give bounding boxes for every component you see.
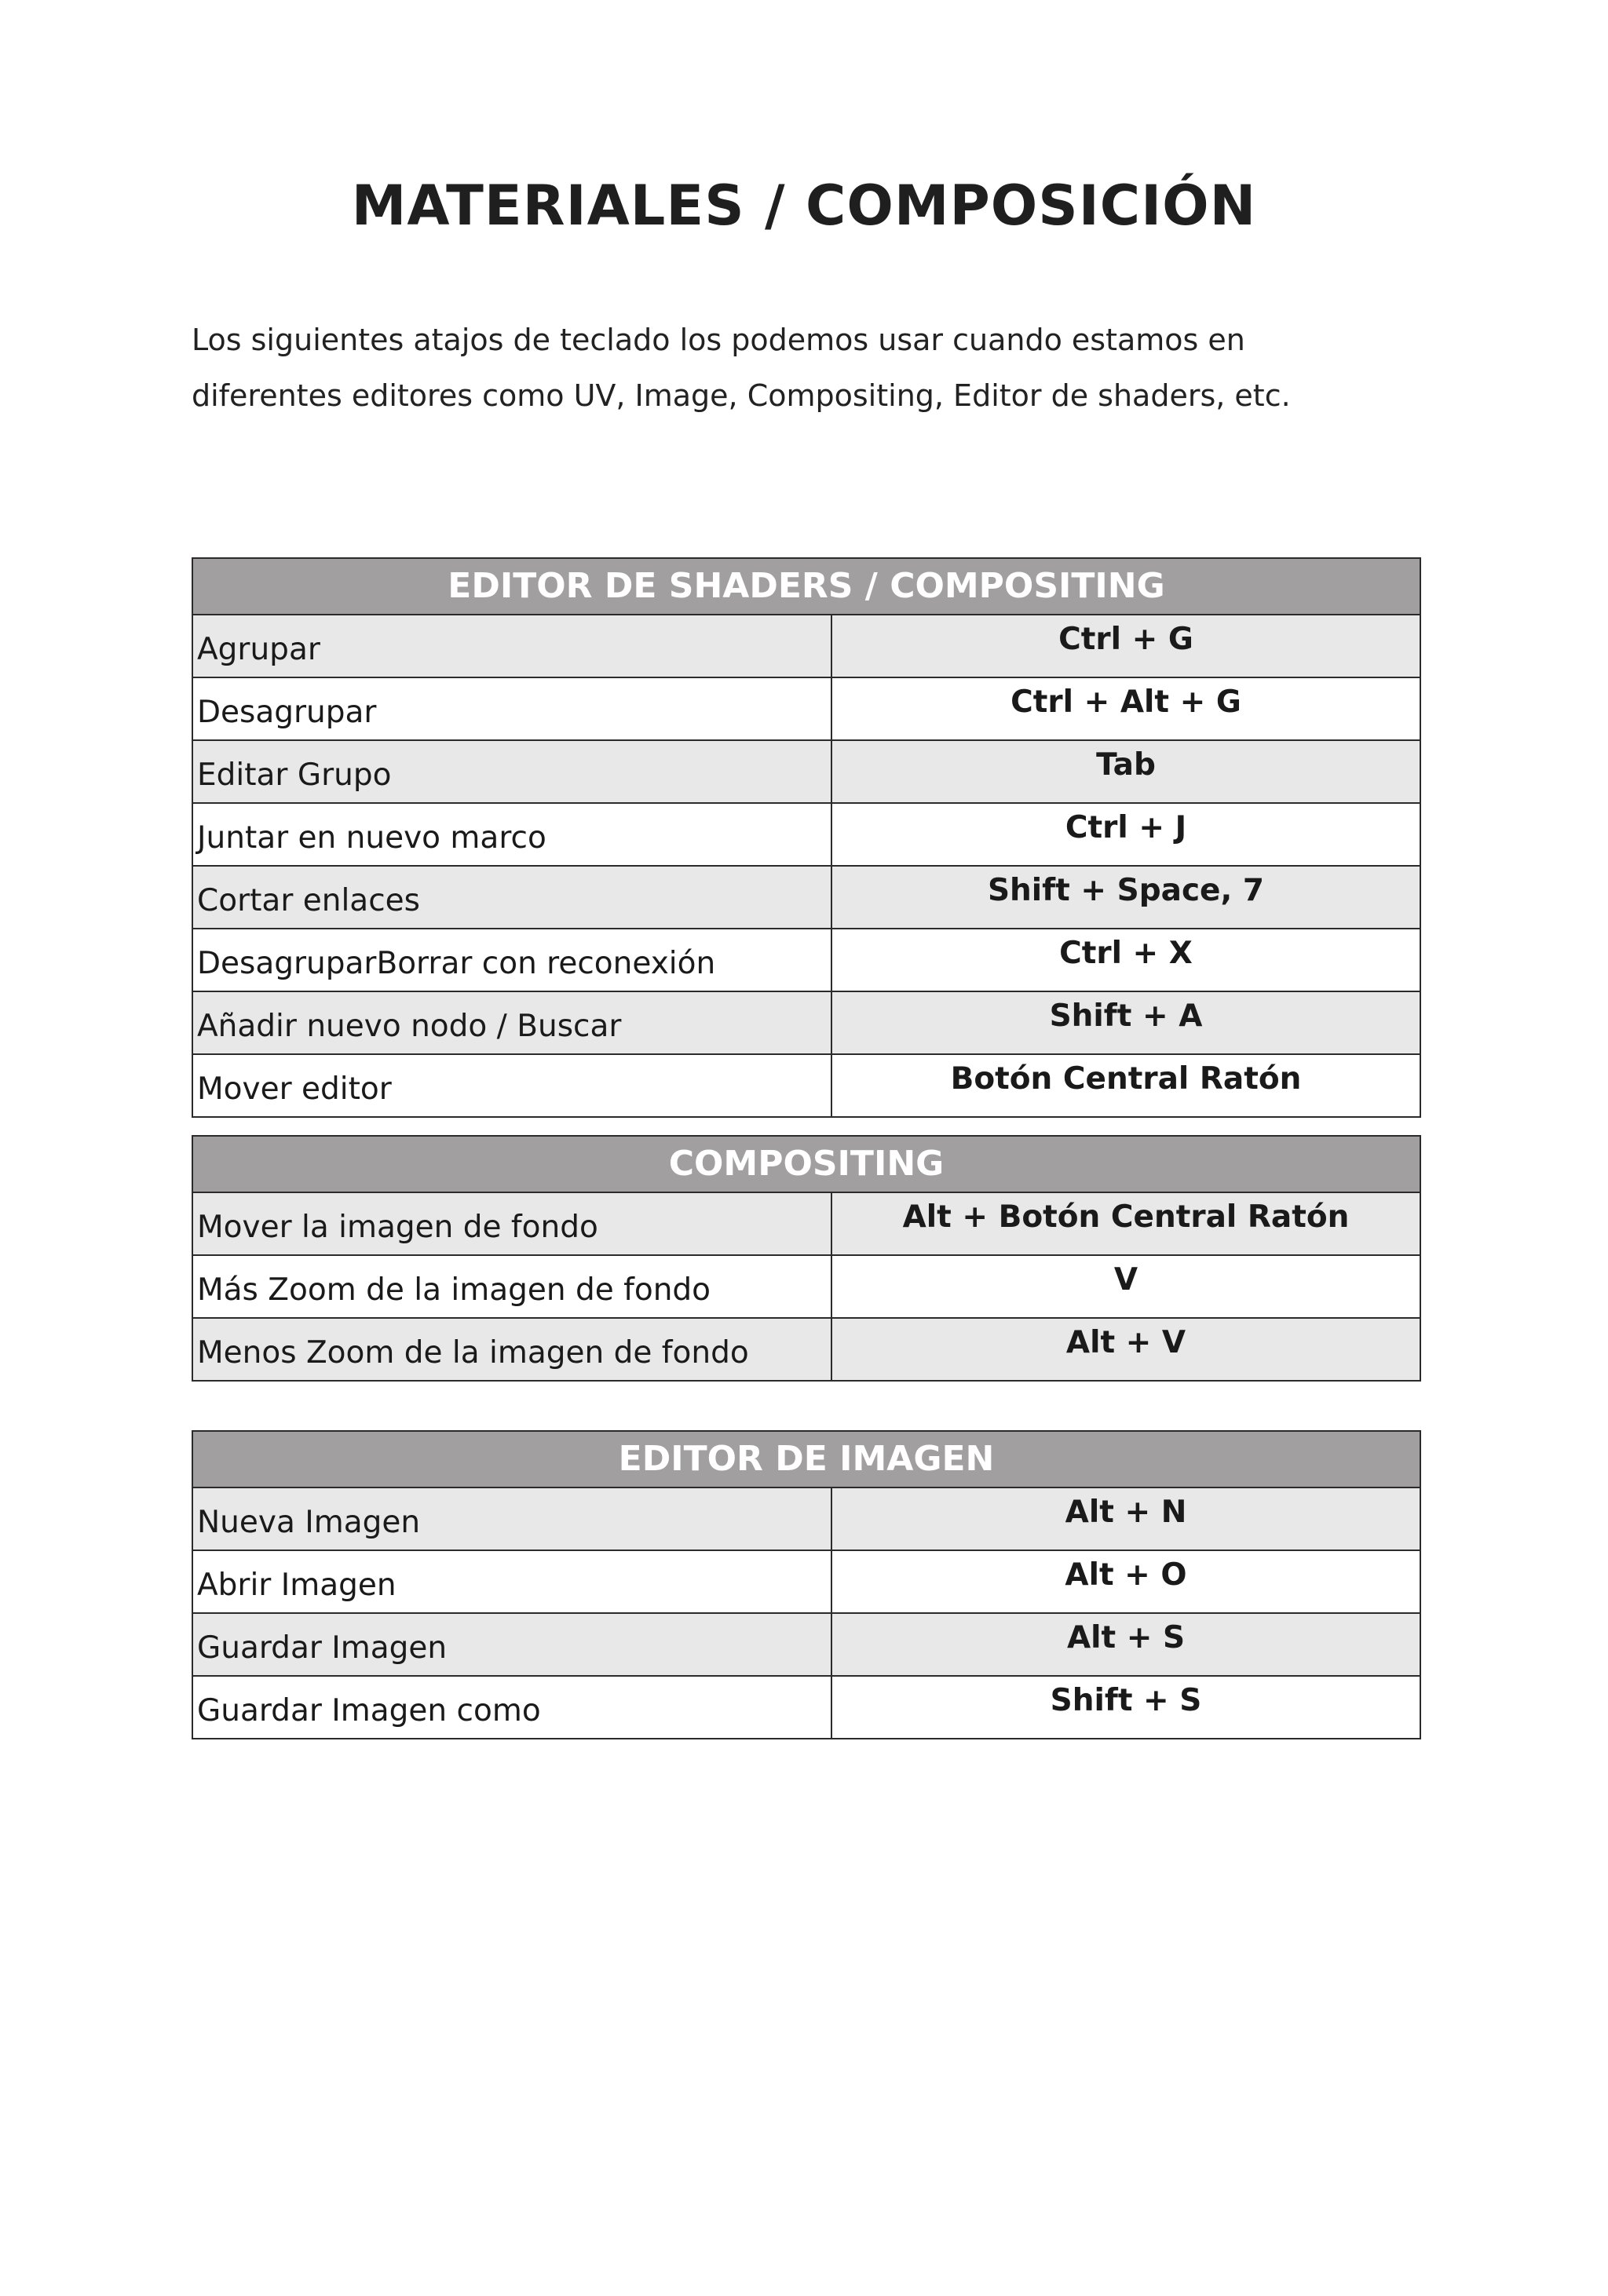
shortcut-keys: Shift + Space, 7 — [831, 866, 1420, 929]
shortcut-action: Guardar Imagen como — [192, 1676, 831, 1739]
shortcut-action: Editar Grupo — [192, 740, 831, 803]
shortcut-action: Más Zoom de la imagen de fondo — [192, 1255, 831, 1318]
shortcut-keys: Botón Central Ratón — [831, 1054, 1420, 1117]
shortcut-keys: Shift + A — [831, 991, 1420, 1054]
table-row — [192, 866, 1420, 929]
shortcut-action: Abrir Imagen — [192, 1550, 831, 1613]
table-row — [192, 1192, 1420, 1255]
shortcut-keys: Alt + S — [831, 1613, 1420, 1676]
shortcut-keys: Alt + V — [831, 1318, 1420, 1381]
table-row — [192, 929, 1420, 991]
table-row — [192, 1255, 1420, 1318]
shortcut-action: Guardar Imagen — [192, 1613, 831, 1676]
table-row — [192, 1550, 1420, 1613]
shortcut-keys: Ctrl + Alt + G — [831, 677, 1420, 740]
shortcut-keys: Alt + Botón Central Ratón — [831, 1192, 1420, 1255]
shortcut-table-shaders-compositing — [192, 557, 1421, 1118]
shortcut-keys: Alt + N — [831, 1487, 1420, 1550]
shortcut-keys: V — [831, 1255, 1420, 1318]
shortcut-action: Añadir nuevo nodo / Buscar — [192, 991, 831, 1054]
shortcut-action: Nueva Imagen — [192, 1487, 831, 1550]
table-header: EDITOR DE IMAGEN — [192, 1431, 1420, 1487]
shortcut-action: Cortar enlaces — [192, 866, 831, 929]
shortcut-keys: Tab — [831, 740, 1420, 803]
shortcut-action: Juntar en nuevo marco — [192, 803, 831, 866]
shortcut-table-compositing — [192, 1135, 1421, 1382]
table-header: EDITOR DE SHADERS / COMPOSITING — [192, 558, 1420, 615]
shortcut-action: Desagrupar — [192, 677, 831, 740]
table-row — [192, 1613, 1420, 1676]
table-row — [192, 677, 1420, 740]
table-row — [192, 1318, 1420, 1381]
shortcut-action: Mover la imagen de fondo — [192, 1192, 831, 1255]
shortcut-keys: Ctrl + X — [831, 929, 1420, 991]
shortcut-keys: Shift + S — [831, 1676, 1420, 1739]
intro-paragraph: Los siguientes atajos de teclado los podemos usar cuando estamos en diferentes editores como UV, Image, Compositing, Editor de shaders, etc. — [192, 323, 1291, 413]
table-row — [192, 803, 1420, 866]
shortcut-action: Mover editor — [192, 1054, 831, 1117]
table-row — [192, 1054, 1420, 1117]
shortcut-keys: Alt + O — [831, 1550, 1420, 1613]
shortcut-keys: Ctrl + G — [831, 615, 1420, 677]
table-row — [192, 740, 1420, 803]
table-row — [192, 615, 1420, 677]
shortcut-keys: Ctrl + J — [831, 803, 1420, 866]
shortcut-table-image-editor — [192, 1430, 1421, 1739]
table-row — [192, 1676, 1420, 1739]
shortcut-action: Menos Zoom de la imagen de fondo — [192, 1318, 831, 1381]
table-row — [192, 1487, 1420, 1550]
table-row — [192, 991, 1420, 1054]
shortcut-action: Agrupar — [192, 615, 831, 677]
shortcut-action: DesagruparBorrar con reconexión — [192, 929, 831, 991]
table-header: COMPOSITING — [192, 1136, 1420, 1192]
page-title: MATERIALES / COMPOSICIÓN — [351, 173, 1257, 238]
